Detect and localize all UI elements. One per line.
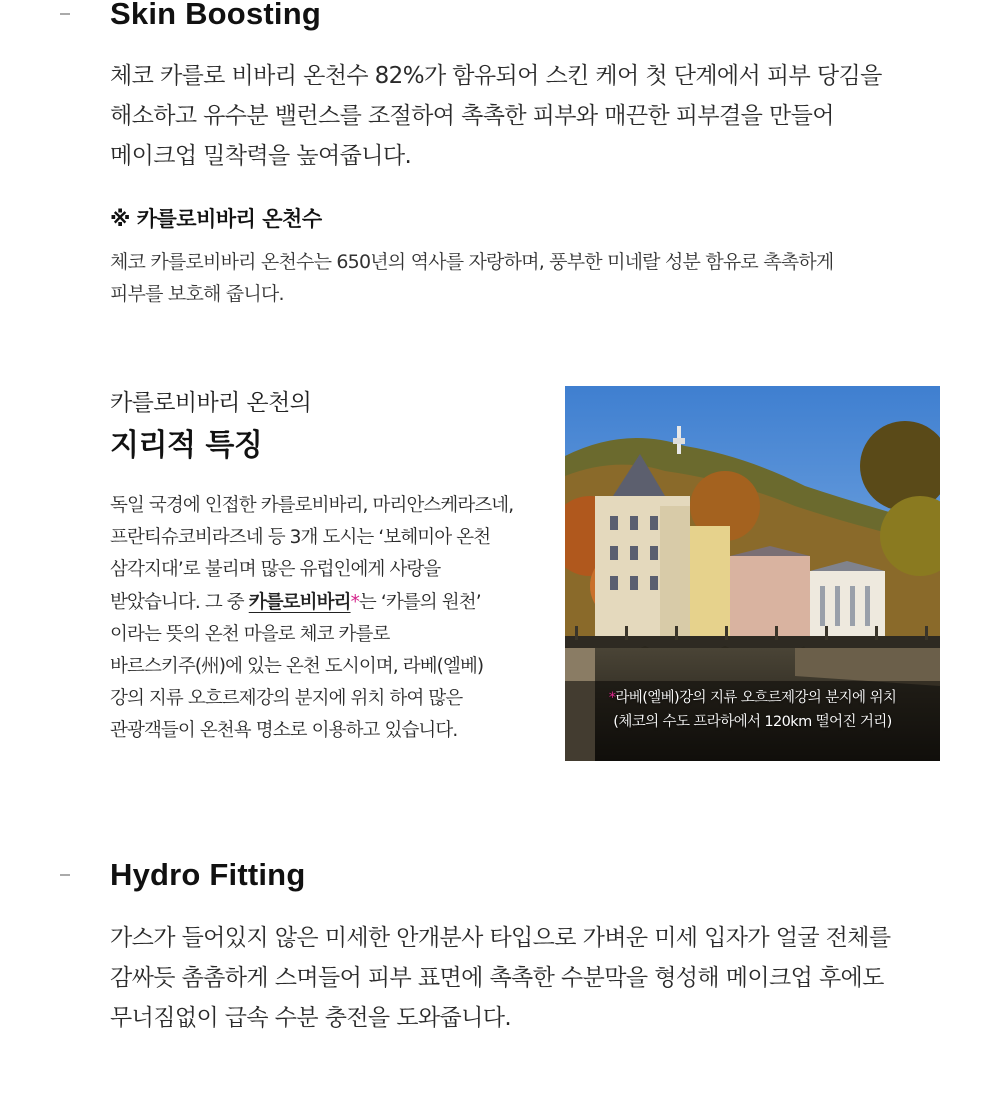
spring-water-note-line-2: 피부를 보호해 줍니다. — [110, 283, 284, 305]
caption-star: * — [608, 690, 616, 706]
geography-line-4-start: 받았습니다. 그 중 — [110, 591, 249, 613]
skin-boosting-line-1: 체코 카를로 비바리 온천수 82%가 함유되어 스킨 케어 첫 단계에서 피부 당김을 — [110, 63, 882, 89]
caption-line-1: 라베(엘베)강의 지류 오흐르제강의 분지에 위치 — [615, 690, 897, 706]
geography-line-2: 프란티슈코비라즈네 등 3개 도시는 ‘보헤미아 온천 — [110, 527, 491, 549]
skin-boosting-line-3: 메이크업 밀착력을 높여줍니다. — [110, 143, 412, 169]
geography-title: 지리적 특징 — [110, 428, 263, 463]
skin-boosting-title: Skin Boosting — [110, 0, 321, 31]
skin-boosting-line-2: 해소하고 유수분 밸런스를 조절하여 촉촉한 피부와 매끈한 피부결을 만들어 — [110, 103, 834, 129]
caption-line-2: (체코의 수도 프라하에서 120km 떨어진 거리) — [613, 714, 892, 730]
karlovy-vary-photo — [565, 386, 940, 761]
spring-water-note — [110, 246, 833, 310]
geography-line-4-end: 는 ‘카를의 원천’ — [358, 591, 481, 613]
section-dash-hydro-fitting — [60, 874, 70, 876]
hydro-fitting-line-2: 감싸듯 촘촘하게 스며들어 피부 표면에 촉촉한 수분막을 형성해 메이크업 후에도 — [110, 965, 884, 991]
karlovy-vary-highlight: 카를로비바리 — [248, 591, 351, 613]
geography-line-3: 삼각지대’로 불리며 많은 유럽인에게 사랑을 — [110, 559, 441, 581]
hydro-fitting-line-3: 무너짐없이 급속 수분 충전을 도와줍니다. — [110, 1005, 512, 1031]
geography-label: 카를로비바리 온천의 — [110, 390, 312, 416]
skin-boosting-description — [110, 56, 882, 176]
hydro-fitting-description — [110, 918, 891, 1038]
spring-water-note-line-1: 체코 카를로비바리 온천수는 650년의 역사를 자랑하며, 풍부한 미네랄 성분 함유로 촉촉하게 — [110, 251, 834, 273]
geography-line-4 — [110, 592, 481, 613]
geography-description — [110, 490, 513, 748]
geography-line-5: 이라는 뜻의 온천 마을로 체코 카를로 — [110, 623, 390, 645]
hydro-fitting-title: Hydro Fitting — [110, 857, 306, 892]
geography-line-7: 강의 지류 오흐르제강의 분지에 위치 하여 많은 — [110, 688, 463, 710]
spring-water-note-heading: ※ 카를로비바리 온천수 — [110, 207, 322, 231]
hydro-fitting-line-1: 가스가 들어있지 않은 미세한 안개분사 타입으로 가벼운 미세 입자가 얼굴 전체를 — [110, 925, 891, 951]
geography-line-1: 독일 국경에 인접한 카를로비바리, 마리안스케라즈네, — [110, 495, 514, 516]
geography-line-8: 관광객들이 온천욕 명소로 이용하고 있습니다. — [110, 720, 458, 742]
footnote-star: * — [350, 591, 359, 613]
section-dash-skin-boosting — [60, 13, 70, 15]
geography-line-6: 바르스키주(州)에 있는 온천 도시이며, 라베(엘베) — [110, 656, 484, 678]
photo-caption — [565, 686, 940, 734]
